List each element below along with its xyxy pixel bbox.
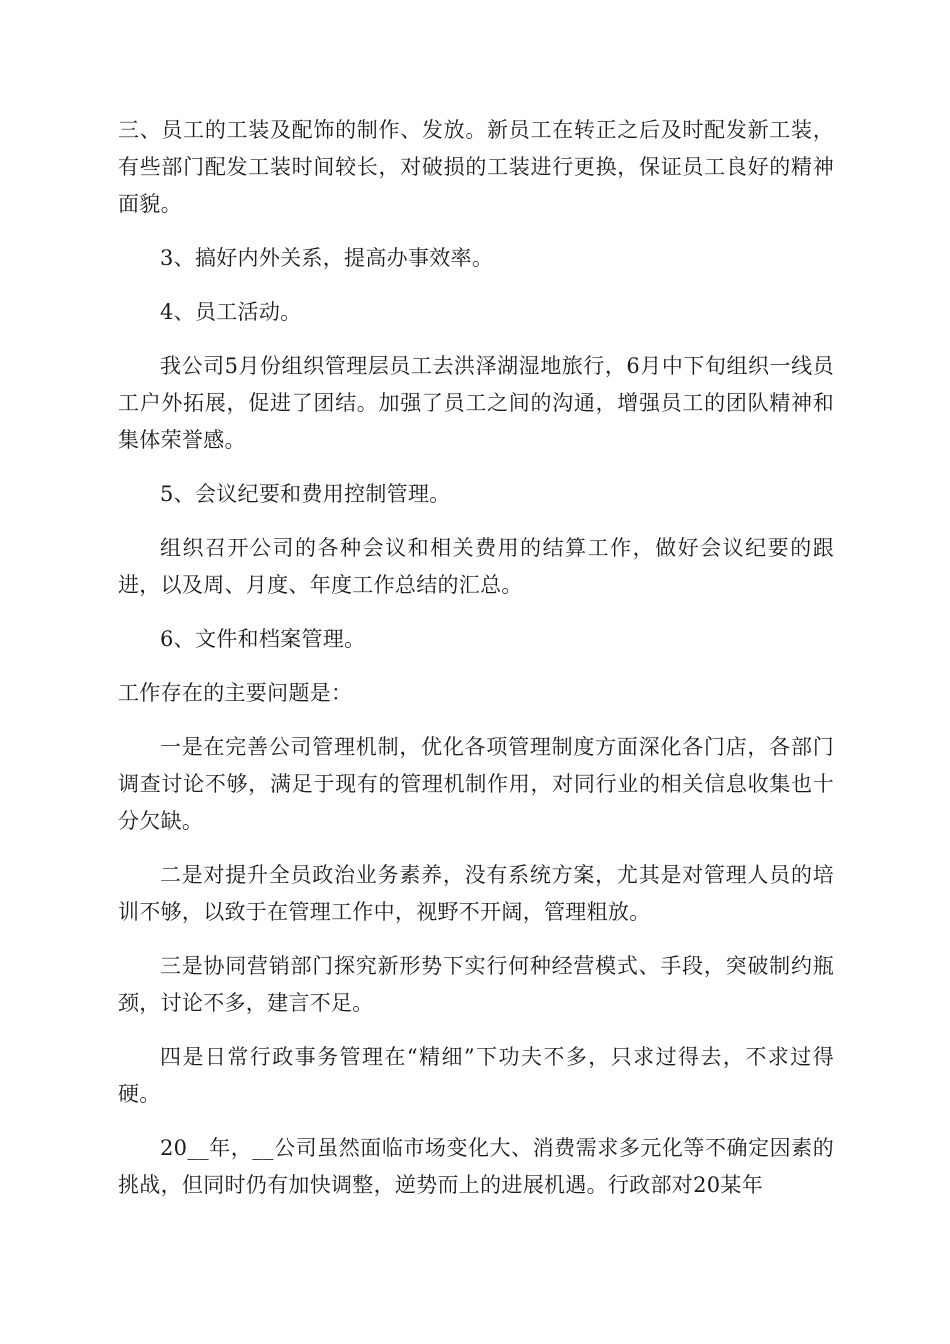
- paragraph-archive-heading: 6、文件和档案管理。: [160, 627, 366, 651]
- paragraph-meeting-heading: 5、会议纪要和费用控制管理。: [160, 482, 451, 506]
- paragraph-problem-three: 三是协同营销部门探究新形势下实行何种经营模式、手段，突破制约瓶颈，讨论不多，建言不足。: [118, 954, 834, 1015]
- paragraph-problem-one: 一是在完善公司管理机制，优化各项管理制度方面深化各门店，各部门调查讨论不够，满足于现有的管理机制作用，对同行业的相关信息收集也十分欠缺。: [118, 735, 834, 833]
- paragraph-outlook: 20__年，__公司虽然面临市场变化大、消费需求多元化等不确定因素的挑战，但同时仍有加快调整，逆势而上的进展机遇。行政部对20某年: [118, 1136, 834, 1197]
- paragraph-staff-activities-heading: 4、员工活动。: [160, 300, 302, 324]
- paragraph-uniform-distribution: 三、员工的工装及配饰的制作、发放。新员工在转正之后及时配发新工装，有些部门配发工装时间较长，对破损的工装进行更换，保证员工良好的精神面貌。: [118, 118, 834, 216]
- paragraph-problem-four: 四是日常行政事务管理在“精细”下功夫不多，只求过得去，不求过得硬。: [118, 1045, 834, 1106]
- paragraph-external-relations: 3、搞好内外关系，提高办事效率。: [160, 246, 494, 270]
- document-body: [118, 112, 834, 1204]
- paragraph-problem-two: 二是对提升全员政治业务素养，没有系统方案，尤其是对管理人员的培训不够，以致于在管理工作中，视野不开阔，管理粗放。: [118, 863, 834, 924]
- paragraph-staff-activities: 我公司5月份组织管理层员工去洪泽湖湿地旅行，6月中下旬组织一线员工户外拓展，促进了团结。加强了员工之间的沟通，增强员工的团队精神和集体荣誉感。: [118, 354, 834, 452]
- paragraph-meeting-detail: 组织召开公司的各种会议和相关费用的结算工作，做好会议纪要的跟进，以及周、月度、年度工作总结的汇总。: [118, 536, 834, 597]
- paragraph-problems-heading: 工作存在的主要问题是：: [118, 681, 353, 705]
